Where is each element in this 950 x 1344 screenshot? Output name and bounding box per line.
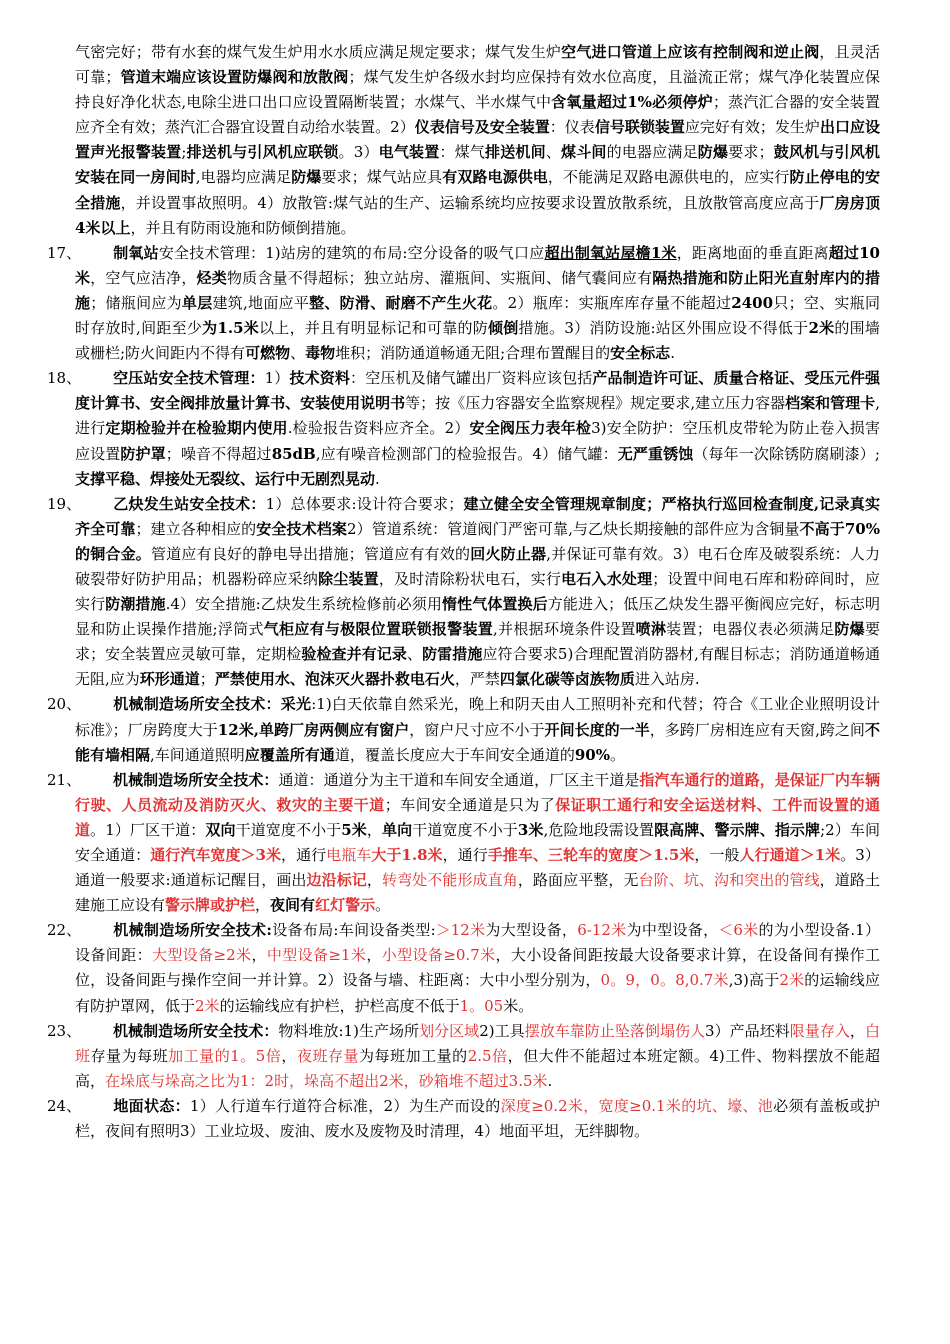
text-run: 乙炔发生站安全技术： [113,494,266,513]
text-run: ， [366,946,382,965]
text-run: 防爆 [697,143,729,162]
text-run: 3米 [517,820,544,839]
text-run: 摆放车靠防止坠落倒塌伤人 [524,1021,706,1040]
paragraph-number: 20、 [47,695,82,714]
text-run: ，但大件不能超过本班定额。4)工件、物料摆放不能超高， [75,1046,880,1090]
text-run: 环形通道 [139,670,200,689]
text-run: ,应有噪音检测部门的检验报告。4）储气罐： [315,444,618,463]
text-run: ，道路土建施工应设有 [75,871,880,915]
text-run: ; [181,143,187,162]
text-run: 等；按《压力容器安全监察规程》规定要求,建立压力容器 [405,394,786,413]
text-run: 2）管道系统：管道阀门严密可靠,与乙炔长期接触的部件应为含铜量 [346,519,800,538]
text-run: 要求；安全装置应灵敏可靠，定期检 [75,620,880,664]
text-run: 建立健全安全管理规章制度；严格执行巡回检查制度,记录真实齐全可靠 [75,494,880,538]
text-run: 单向 [382,820,413,839]
text-run: ,危险地段需设置 [543,820,655,839]
text-run: ＜6米 [718,921,759,940]
text-run: 台阶、坑、沟和突出的管线 [638,871,820,890]
text-run: 无严重锈蚀 [617,444,694,463]
text-run: 不能有墙相隔 [75,720,880,764]
text-run: 隔热措施和防止阳光直射库内的措施 [75,268,880,312]
text-run: ，多跨厂房相连应有天窗,跨之间 [649,720,865,739]
text-run: 地面状态： [113,1096,190,1115]
text-run: ；蒸汽汇合器的安全装置应齐全有效；蒸汽汇合器宜设置自动给水装置。2） [75,93,880,137]
text-run: 只；空、实瓶同时存放时,间距至少 [75,293,880,338]
text-run: ,3)高于 [728,971,780,990]
text-run: ，不能满足双路电源供电的，应实行 [547,168,790,187]
text-run: ；建立各种相应的 [135,519,257,538]
numbered-paragraph [47,692,880,767]
text-run: 为每班加工量的 [359,1046,468,1065]
continued-paragraph [75,40,880,241]
text-run: 小型设备≥0.7米 [381,946,496,965]
text-run: 存量为每班 [90,1046,169,1065]
text-run: 米。 [503,996,534,1015]
text-run: 。3） [338,143,379,162]
text-run: 警示牌或护栏 [165,896,256,915]
text-run: 喷淋 [635,620,667,639]
text-run: 防潮措施 [105,595,166,614]
text-run: 含氧量超过1%必须停炉 [551,93,713,112]
numbered-paragraph [47,1019,880,1094]
text-run: 防爆 [834,620,865,639]
text-run: 转弯处不能形成直角 [382,871,518,890]
text-run: . [375,469,380,488]
text-run: 物料堆放:1)生产场所 [278,1021,420,1040]
text-run: ；车间安全通道是只为了 [384,795,556,814]
text-run: 开间长度的一半 [544,720,650,739]
text-run: 人行通道＞1米 [739,846,841,864]
text-run: 通行汽车宽度＞3米 [150,846,282,864]
text-run: ＞12米 [435,921,486,940]
text-run: 方能进入；低压乙炔发生器平衡阀应完好，标志明显和防止误操作措施;浮筒式 [75,595,880,639]
text-run: 在垛底与垛高之比为1：2时，垛高不超出2米，砂箱堆不超过3.5米 [105,1071,548,1090]
paragraph-number: 18、 [47,369,82,388]
text-run: 整、防滑、耐磨不产生火花 [309,293,493,312]
text-run: 可燃物 [245,344,291,363]
text-run: 大于1.8米 [371,846,443,864]
text-run: 、 [290,344,306,363]
text-run: 电石入水处理 [561,569,653,588]
text-run: ，路面应平整，无 [517,871,639,890]
text-run: ， [366,871,382,890]
paragraph-number: 23、 [47,1021,82,1040]
text-run: 堆积；消防通道畅通无阻;合理布置醒目的 [335,344,611,363]
text-run: 安全技术档案 [256,519,347,538]
text-run: 的运输线应有防护罩网，低于 [75,971,880,1015]
text-run: 应符合要求5)合理配置消防器材,有醒目标志；消防通道畅通无阻,应为 [75,645,880,689]
text-run: 指汽车通行的道路，是保证厂内车辆行驶、人员流动及消防灭火、救灾的主要干道 [75,770,880,814]
paragraph-number: 22、 [47,921,82,940]
text-run: （每年一次除锈防腐刷漆）; [693,444,880,463]
text-run: ，通行 [442,846,488,864]
text-run: . [670,344,675,363]
numbered-paragraph [47,918,880,1018]
text-run: 气柜应有与极限位置联锁报警装置 [263,620,494,639]
text-run: 支撑平稳、焊接处无裂纹、运行中无剧烈晃动 [75,469,376,488]
text-run: 保证职工通行和安全运送材料、工件而设置的通道 [75,795,880,839]
text-run: 制氧站 [113,243,159,262]
text-run: 3）产品坯料 [705,1021,790,1040]
text-run: 。2）瓶库：实瓶库库存量不能超过 [492,293,732,312]
text-run: 电瓶车 [326,846,372,864]
text-run: 加工量的1。5倍 [168,1046,282,1065]
text-run: 限量存入 [789,1021,850,1040]
text-run: 的围墙或栅栏;防火间距内不得有 [75,319,880,363]
text-run: 道，覆盖长度应大于车间安全通道的 [334,745,575,764]
text-run: 的运输线应有护栏，护栏高度不低于 [219,996,460,1015]
text-run: 红灯警示 [315,896,376,915]
text-run: ，并设置事故照明。4）放散管:煤气站的生产、运输系统均应按要求设置放散系统，且放散管高度应高于 [120,193,820,212]
text-run: 为中型设备， [626,921,719,940]
text-run: .4）安全措施:乙炔发生系统检修前必须用 [165,595,443,614]
text-run: 管道应有良好的静电导出措施；管道应有有效的 [151,544,471,563]
text-run: 1）总体要求:设计符合要求； [265,494,464,513]
text-run: 深度≥0.2米，宽度≥0.1米的坑、壕、池 [500,1096,774,1115]
text-run: 空气进口管道上应该有控制阀和逆止阀 [561,43,820,61]
text-run: 毒物 [305,344,336,363]
text-run: 倾倒 [488,319,519,338]
text-run: 1） [264,369,290,388]
text-run: 惰性气体置换后 [442,595,548,614]
text-run: 除尘装置 [318,569,379,588]
text-run: ,电器均应满足 [195,168,292,187]
text-run: 白班 [75,1021,880,1065]
text-run: ， [281,1046,297,1065]
text-run: 的为小型设备.1）设备间距： [75,921,880,965]
text-run: 安全技术管理：1)站房的建筑的布局:空分设备的吸气口应 [158,243,545,262]
text-run: 双向 [205,820,236,839]
text-run: 排送机间 [485,143,546,162]
text-run: 6-12米 [577,921,627,940]
text-run: 仪表信号及安全装置 [414,118,550,137]
text-run: ，窗户尺寸应不小于 [409,720,545,739]
text-run: 2400 [731,293,774,312]
text-run: ，一般 [694,846,740,864]
text-run: 出口应设置声光报警装置 [75,118,880,162]
numbered-paragraph [47,1094,880,1144]
text-run: 5米 [341,820,367,839]
text-run: 以上，并且有明显标记和可靠的防 [259,319,489,338]
text-run: 1）人行道车行道符合标准，2）为生产而设的 [189,1096,501,1115]
text-run: ；噪音不得超过 [165,444,272,463]
text-run: 。1）厂区干道： [90,820,206,839]
paragraph-number: 17、 [47,243,82,262]
text-run: 四氯化碳等卤族物质 [499,670,635,689]
text-run: 的电器应满足 [606,143,698,162]
text-run: 2米 [195,996,220,1015]
text-run: .检验报告资料应齐全。2） [287,419,470,438]
text-run: 1。05 [459,996,504,1015]
text-run: ,并保证可靠有效。3）电石仓库及破裂系统：人力破裂带好防护用品；机器粉碎应采纳 [75,544,880,588]
text-run: 单层 [181,293,213,312]
text-run: ； [199,670,215,689]
text-run: 超出制氧站屋檐1米 [544,243,677,262]
text-run: 2米 [808,319,835,338]
text-run: :1)白天依靠自然采光，晚上和阴天由人工照明补充和代替；符合《工业企业照明设计标准》；厂房跨度大于 [75,695,880,739]
paragraph-number: 19、 [47,494,82,513]
text-run: 验检查并有记录 [301,645,407,664]
text-run: 。3）通道一般要求:通道标记醒目，画出 [75,846,880,890]
text-run: 3)安全防护：空压机皮带轮为防止卷入损害应设置 [75,419,880,463]
text-run: 2.5倍 [467,1046,508,1065]
text-run: ,车间通道照明 [150,745,245,764]
text-run: 机械制造场所安全技术： [113,770,279,789]
text-run: 严禁使用水、泡沫灭火器扑救电石火 [214,670,455,689]
text-run: 空压站安全技术管理： [113,369,265,388]
text-run: 安全标志 [610,344,671,363]
text-run: 安全阀压力表年检 [469,419,592,438]
text-run: 。 [609,745,625,764]
text-run: 为大型设备， [485,921,578,940]
text-run: 干道宽度不小于 [235,820,342,839]
text-run: 为1.5米 [202,319,260,338]
text-run: 85dB [271,444,316,463]
numbered-paragraph [47,241,880,366]
text-run: 要求；煤气站应具 [321,168,443,187]
numbered-paragraph [47,768,881,919]
text-run: ;2）车间安全通道： [75,820,881,864]
text-run: 通道：通道分为主干道和车间安全通道，厂区主干道是 [278,770,640,789]
text-run: 进入站房. [634,670,700,689]
text-run: 夜班存量 [296,1046,360,1065]
text-run: 鼓风机与引风机安装在同一房间时 [75,143,880,187]
text-run: 有双路电源供电 [442,168,548,187]
text-run: 物质含量不得超标；独立站房、灌瓶间、实瓶间、储气囊间应有 [226,268,653,287]
text-run: ；储瓶间应为 [90,293,182,312]
text-run: 机械制造场所安全技术: [113,921,272,940]
text-run: ，空气应洁净， [90,268,197,287]
text-run: 信号联锁装置 [594,118,685,137]
text-run: 2)工具 [479,1021,525,1040]
text-run: 措施。3）消防设施:站区外围应设不得低于 [518,319,809,338]
text-run: 2米 [779,971,805,990]
text-run: ， [251,946,267,965]
text-run: ，距离地面的垂直距离 [676,243,829,262]
text-run: 管道末端应该设置防爆阀和放散阀 [120,68,349,87]
text-run: 必须有盖板或护栏，夜间有照明3）工业垃圾、废油、废水及废物及时清理，4）地面平坦，无绊脚物。 [75,1096,880,1141]
text-run: ：煤气 [439,143,486,162]
text-run: ，通行 [281,846,327,864]
paragraph-number: 21、 [47,770,82,789]
text-run: 90% [574,745,610,764]
text-run: 不高于70%的铜合金。 [75,519,880,563]
text-run: 夜间有 [270,896,316,915]
text-run: 边沿标记 [306,871,367,890]
text-run: 装置；电器仪表必须满足 [666,620,835,639]
text-run: 防雷措施 [422,645,483,664]
text-run: 档案和管理卡 [785,394,876,413]
text-run: 、 [545,143,562,162]
text-run: ，及时清除粉状电石，实行 [378,569,562,588]
text-run: 划分区域 [419,1021,480,1040]
text-run: 技术资料 [289,369,351,388]
text-run: 气密完好；带有水套的煤气发生炉用水水质应满足规定要求；煤气发生炉 [75,43,562,61]
text-run: 、 [407,645,423,664]
text-run: 限高牌、警示牌、指示牌 [654,820,821,839]
numbered-paragraph [47,492,880,693]
text-run: 12米,单跨厂房两侧应有窗户 [217,720,410,739]
text-run: 电气装置 [378,143,440,162]
text-run: 厂房房顶4米以上 [75,193,880,237]
text-run: 设备布局:车间设备类型: [271,921,436,940]
text-run: 定期检验并在检验期内使用 [105,419,288,438]
text-run: ；设置中间电石库和粉碎间时，应实行 [75,569,880,614]
text-run: 建筑,地面应平 [212,293,310,312]
text-run: 大型设备≥2米 [151,946,252,965]
text-run: ：空压机及储气罐出厂资料应该包括 [350,369,593,388]
text-run: ,进行 [75,394,880,438]
text-run: ,并根据环境条件设置 [493,620,636,639]
text-run: ；煤气发生炉各级水封均应保持有效水位高度，且溢流正常；煤气净化装置应保持良好净化状态,电除尘进口出口应设置隔断装置；水煤气、半水煤气中 [75,68,880,112]
text-run: ， [366,820,383,839]
text-run: 0。9，0。8,0.7米 [600,971,729,990]
text-run: 煤斗间 [561,143,607,162]
text-run: ，且灵活可靠； [75,43,880,87]
text-run: 防护罩 [120,444,166,463]
text-run: 手推车、三轮车的宽度＞1.5米 [487,846,695,864]
text-run: 烃类 [196,268,227,287]
text-run: 要求； [728,143,774,162]
text-run: 。 [375,896,391,915]
text-run: ，严禁 [454,670,500,689]
text-run: ，大小设备间距按最大设备要求计算，在设备间有操作工位，设备间距与操作空间一并计算。2）设备与墙、柱距离：大中小型分别为， [75,946,880,990]
paragraph-number: 24、 [47,1096,82,1115]
text-run: ，并且有防雨设施和防倾倒措施。 [130,218,356,237]
text-run: 应完好有效；发生炉 [684,118,820,137]
text-run: 产品制造许可证、质量合格证、受压元件强度计算书、安全阀排放量计算书、安装使用说明书 [75,369,880,413]
text-run: 排送机与引风机应联锁 [186,143,339,162]
text-run: 防爆 [291,168,322,187]
numbered-paragraph [47,366,880,491]
text-run: 回火防止器 [470,544,547,563]
text-run: 超过10米 [75,243,880,287]
text-run: ， [255,896,271,915]
text-run: 机械制造场所安全技术： [113,1021,279,1040]
text-run: 防止停电的安全措施 [75,168,880,212]
text-run: ：仪表 [549,118,595,137]
text-run: ， [849,1021,865,1040]
text-run: 干道宽度不小于 [412,820,518,839]
text-run: 应覆盖所有通 [244,745,335,764]
text-run: . [547,1071,553,1090]
text-run: 机械制造场所安全技术：采光 [113,695,312,714]
text-run: 中型设备≥1米 [266,946,367,965]
